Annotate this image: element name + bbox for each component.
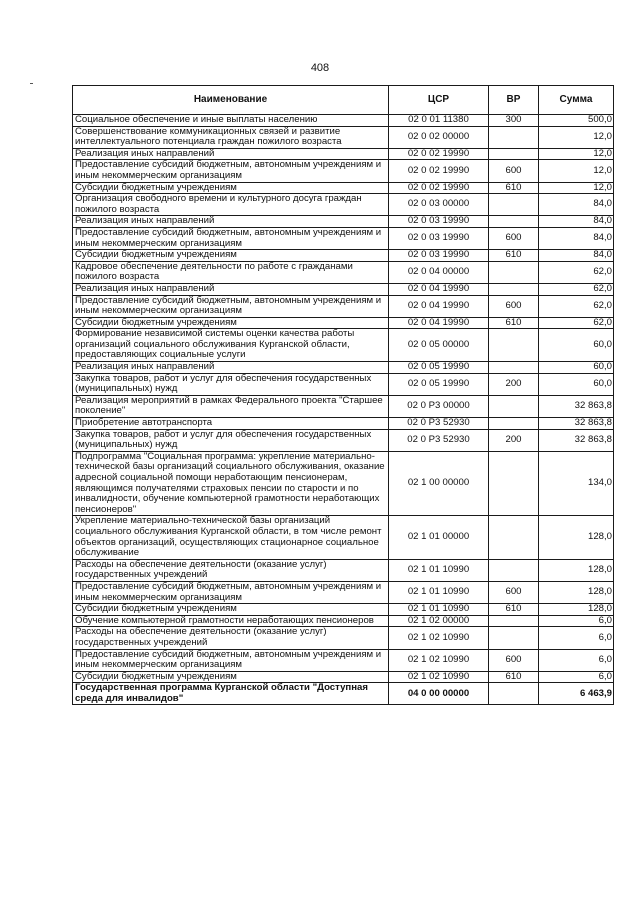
cell-vr (489, 418, 539, 430)
cell-name: Приобретение автотранспорта (73, 418, 389, 430)
cell-vr: 600 (489, 649, 539, 671)
table-row (73, 261, 614, 283)
cell-csr: 02 1 02 10990 (389, 627, 489, 649)
cell-vr: 610 (489, 317, 539, 329)
margin-mark (30, 83, 33, 84)
cell-sum: 62,0 (539, 283, 614, 295)
cell-name: Предоставление субсидий бюджетным, автономным учреждениям и иным некоммерческим организациям (73, 581, 389, 603)
cell-name: Кадровое обеспечение деятельности по работе с гражданами пожилого возраста (73, 261, 389, 283)
cell-name: Реализация иных направлений (73, 362, 389, 374)
cell-csr: 02 1 02 10990 (389, 649, 489, 671)
cell-csr: 02 0 03 19990 (389, 250, 489, 262)
cell-sum: 32 863,8 (539, 418, 614, 430)
header-name: Наименование (73, 86, 389, 115)
cell-vr: 300 (489, 115, 539, 127)
cell-vr (489, 194, 539, 216)
cell-name: Социальное обеспечение и иные выплаты населению (73, 115, 389, 127)
cell-sum: 84,0 (539, 250, 614, 262)
cell-sum: 12,0 (539, 148, 614, 160)
cell-name: Субсидии бюджетным учреждениям (73, 317, 389, 329)
cell-name: Формирование независимой системы оценки качества работы организаций социального обслуживания Курганской области, предоставляющих социальные услуги (73, 329, 389, 362)
cell-csr: 02 1 02 00000 (389, 615, 489, 627)
cell-name: Предоставление субсидий бюджетным, автономным учреждениям и иным некоммерческим организациям (73, 227, 389, 249)
cell-csr: 02 0 02 19990 (389, 160, 489, 182)
cell-sum: 6,0 (539, 649, 614, 671)
cell-vr (489, 451, 539, 516)
cell-vr: 600 (489, 295, 539, 317)
cell-sum: 128,0 (539, 516, 614, 559)
cell-name: Организация свободного времени и культурного досуга граждан пожилого возраста (73, 194, 389, 216)
cell-name: Расходы на обеспечение деятельности (оказание услуг) государственных учреждений (73, 559, 389, 581)
cell-csr: 02 0 P3 52930 (389, 429, 489, 451)
table-row (73, 362, 614, 374)
cell-vr (489, 261, 539, 283)
cell-name: Закупка товаров, работ и услуг для обеспечения государственных (муниципальных) нужд (73, 373, 389, 395)
cell-csr: 02 0 04 19990 (389, 283, 489, 295)
cell-name: Подпрограмма "Социальная программа: укрепление материально-технической базы организаций социального обслуживания, оказание адресной социальной помощи неработающим пенсионерам, являющимся получателями страховых пенсии по старости и по инвалидности, обучение компьютерной грамотности неработающих пенсионеров" (73, 451, 389, 516)
cell-name: Субсидии бюджетным учреждениям (73, 250, 389, 262)
cell-sum: 62,0 (539, 295, 614, 317)
cell-name: Реализация мероприятий в рамках Федерального проекта "Старшее поколение" (73, 395, 389, 417)
cell-sum: 60,0 (539, 329, 614, 362)
cell-name: Государственная программа Курганской области "Доступная среда для инвалидов" (73, 683, 389, 705)
cell-sum: 12,0 (539, 160, 614, 182)
table-header-row (73, 86, 614, 115)
cell-vr: 600 (489, 227, 539, 249)
cell-vr: 600 (489, 581, 539, 603)
table-row (73, 395, 614, 417)
table-row (73, 283, 614, 295)
budget-table (72, 85, 614, 705)
cell-vr (489, 148, 539, 160)
cell-vr: 610 (489, 250, 539, 262)
table-row (73, 615, 614, 627)
cell-csr: 02 0 02 19990 (389, 182, 489, 194)
cell-csr: 02 1 01 00000 (389, 516, 489, 559)
cell-name: Субсидии бюджетным учреждениям (73, 671, 389, 683)
table-row (73, 216, 614, 228)
table-body (73, 115, 614, 705)
cell-vr (489, 362, 539, 374)
cell-sum: 128,0 (539, 604, 614, 616)
table-row (73, 227, 614, 249)
cell-name: Укрепление материально-технической базы организаций социального обслуживания Курганской области, в том числе ремонт объектов организаций, осуществляющих стационарное социальное обслуживание (73, 516, 389, 559)
cell-sum: 84,0 (539, 216, 614, 228)
cell-name: Реализация иных направлений (73, 216, 389, 228)
cell-sum: 12,0 (539, 126, 614, 148)
table-row (73, 559, 614, 581)
cell-sum: 32 863,8 (539, 429, 614, 451)
cell-csr: 02 1 00 00000 (389, 451, 489, 516)
cell-sum: 128,0 (539, 559, 614, 581)
table-row (73, 451, 614, 516)
table-row (73, 329, 614, 362)
cell-name: Предоставление субсидий бюджетным, автономным учреждениям и иным некоммерческим организациям (73, 295, 389, 317)
cell-vr (489, 627, 539, 649)
cell-vr (489, 615, 539, 627)
table-row (73, 671, 614, 683)
cell-csr: 02 1 01 10990 (389, 559, 489, 581)
cell-csr: 02 0 02 19990 (389, 148, 489, 160)
cell-sum: 134,0 (539, 451, 614, 516)
cell-vr: 200 (489, 429, 539, 451)
cell-name: Реализация иных направлений (73, 148, 389, 160)
cell-sum: 62,0 (539, 317, 614, 329)
header-vr: ВР (489, 86, 539, 115)
cell-csr: 02 0 05 19990 (389, 362, 489, 374)
cell-vr (489, 329, 539, 362)
cell-csr: 02 0 04 00000 (389, 261, 489, 283)
cell-csr: 02 0 05 19990 (389, 373, 489, 395)
table-row (73, 160, 614, 182)
page-number: 408 (310, 62, 330, 74)
cell-csr: 02 0 P3 00000 (389, 395, 489, 417)
cell-name: Субсидии бюджетным учреждениям (73, 182, 389, 194)
table-row (73, 604, 614, 616)
table-row (73, 418, 614, 430)
cell-csr: 02 0 01 11380 (389, 115, 489, 127)
cell-csr: 02 0 03 00000 (389, 194, 489, 216)
cell-sum: 60,0 (539, 373, 614, 395)
table-row (73, 182, 614, 194)
cell-csr: 02 0 04 19990 (389, 317, 489, 329)
cell-vr: 200 (489, 373, 539, 395)
table-row (73, 194, 614, 216)
cell-csr: 02 0 03 19990 (389, 216, 489, 228)
table-row (73, 295, 614, 317)
table-row (73, 516, 614, 559)
cell-sum: 84,0 (539, 227, 614, 249)
cell-csr: 02 1 01 10990 (389, 604, 489, 616)
cell-sum: 84,0 (539, 194, 614, 216)
table-row (73, 126, 614, 148)
cell-vr (489, 559, 539, 581)
table-row (73, 250, 614, 262)
cell-sum: 60,0 (539, 362, 614, 374)
table-row (73, 581, 614, 603)
cell-csr: 02 1 01 10990 (389, 581, 489, 603)
cell-name: Расходы на обеспечение деятельности (оказание услуг) государственных учреждений (73, 627, 389, 649)
table-row (73, 683, 614, 705)
cell-sum: 12,0 (539, 182, 614, 194)
header-csr: ЦСР (389, 86, 489, 115)
cell-sum: 6 463,9 (539, 683, 614, 705)
cell-vr (489, 283, 539, 295)
cell-name: Субсидии бюджетным учреждениям (73, 604, 389, 616)
cell-sum: 6,0 (539, 671, 614, 683)
cell-csr: 02 0 05 00000 (389, 329, 489, 362)
cell-vr (489, 683, 539, 705)
table-row (73, 373, 614, 395)
cell-vr: 600 (489, 160, 539, 182)
cell-vr (489, 395, 539, 417)
cell-sum: 500,0 (539, 115, 614, 127)
table-row (73, 115, 614, 127)
cell-csr: 02 0 04 19990 (389, 295, 489, 317)
cell-name: Закупка товаров, работ и услуг для обеспечения государственных (муниципальных) нужд (73, 429, 389, 451)
cell-sum: 6,0 (539, 627, 614, 649)
cell-csr: 02 1 02 10990 (389, 671, 489, 683)
table-row (73, 148, 614, 160)
cell-name: Совершенствование коммуникационных связей и развитие интеллектуального потенциала граждан пожилого возраста (73, 126, 389, 148)
cell-csr: 02 0 02 00000 (389, 126, 489, 148)
cell-sum: 6,0 (539, 615, 614, 627)
cell-name: Реализация иных направлений (73, 283, 389, 295)
cell-vr: 610 (489, 182, 539, 194)
cell-name: Предоставление субсидий бюджетным, автономным учреждениям и иным некоммерческим организациям (73, 649, 389, 671)
table-row (73, 429, 614, 451)
cell-vr: 610 (489, 671, 539, 683)
cell-csr: 04 0 00 00000 (389, 683, 489, 705)
table-row (73, 649, 614, 671)
cell-csr: 02 0 03 19990 (389, 227, 489, 249)
cell-vr (489, 216, 539, 228)
table-row (73, 317, 614, 329)
cell-vr: 610 (489, 604, 539, 616)
cell-vr (489, 126, 539, 148)
cell-csr: 02 0 P3 52930 (389, 418, 489, 430)
cell-sum: 128,0 (539, 581, 614, 603)
table-row (73, 627, 614, 649)
cell-name: Обучение компьютерной грамотности неработающих пенсионеров (73, 615, 389, 627)
cell-sum: 62,0 (539, 261, 614, 283)
cell-name: Предоставление субсидий бюджетным, автономным учреждениям и иным некоммерческим организациям (73, 160, 389, 182)
cell-vr (489, 516, 539, 559)
header-sum: Сумма (539, 86, 614, 115)
cell-sum: 32 863,8 (539, 395, 614, 417)
